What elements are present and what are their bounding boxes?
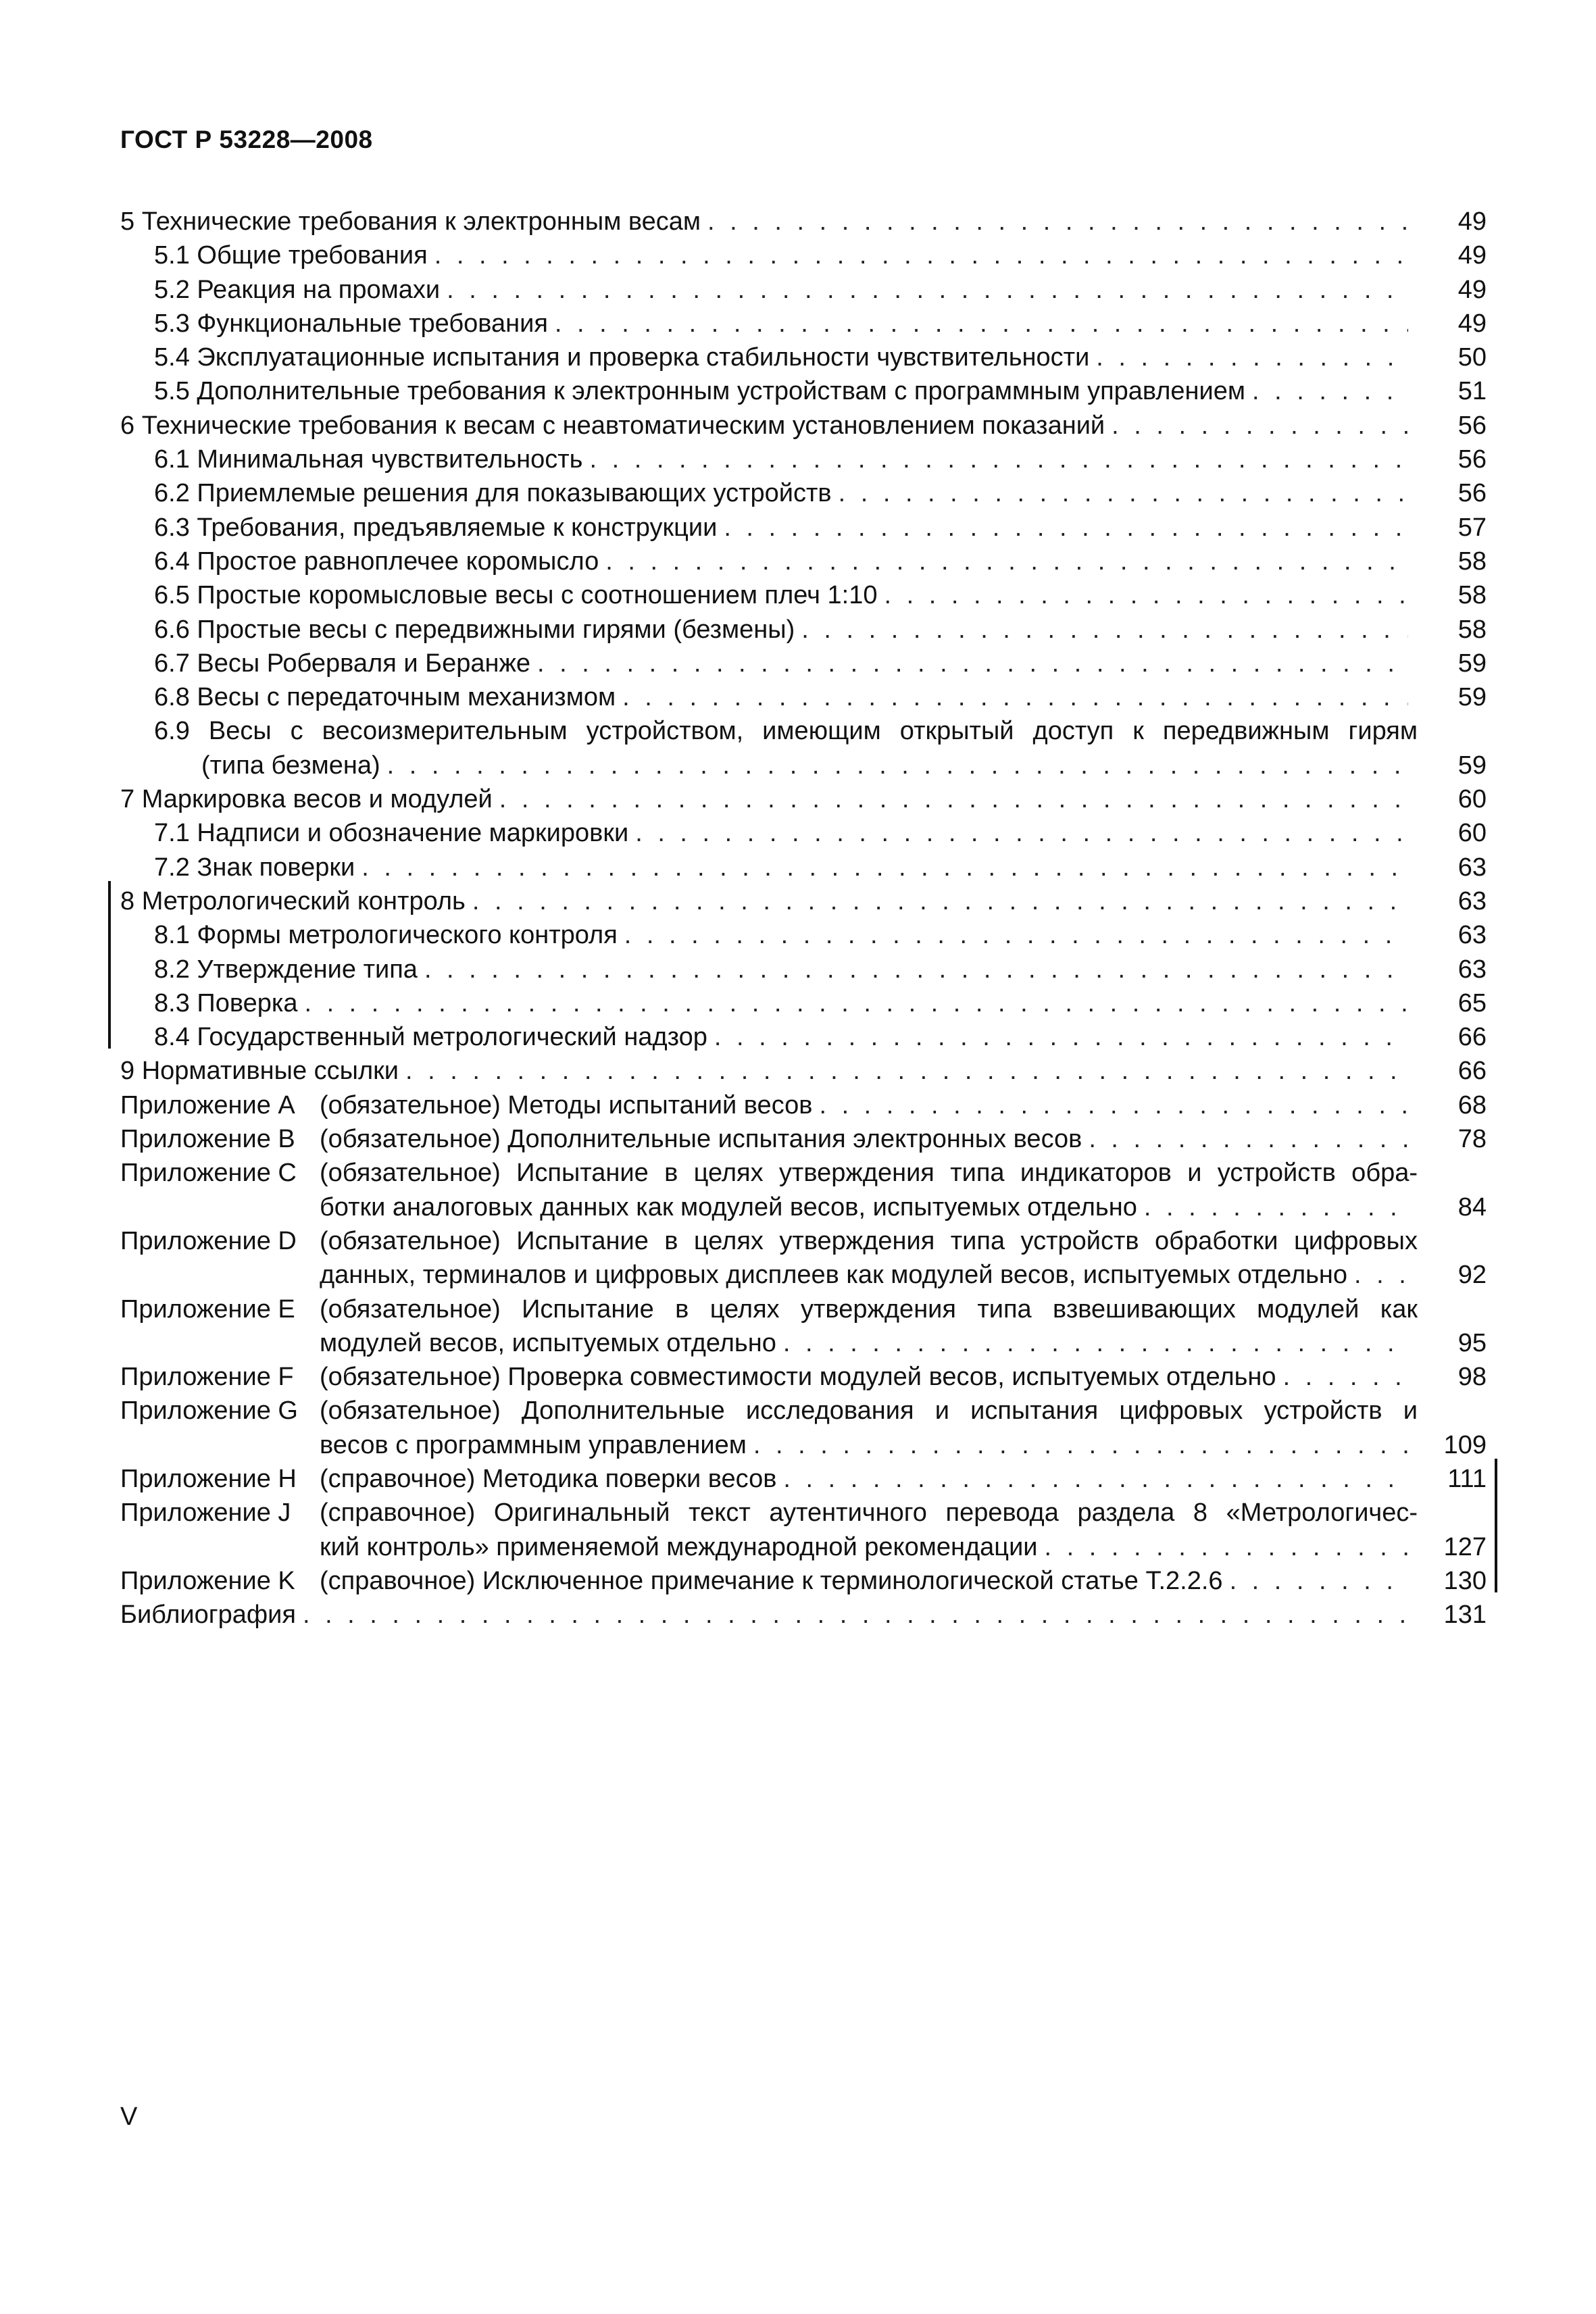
toc-entry [120, 986, 1487, 1020]
toc-entry [120, 1156, 1487, 1224]
toc-entry [120, 953, 1487, 986]
toc-page-number: 95 [1457, 1328, 1487, 1357]
toc-appendix-label: Приложение H [120, 1464, 297, 1493]
toc-entry [120, 476, 1487, 510]
toc-page-number: 59 [1457, 649, 1487, 678]
toc-entry-title: 6.6 Простые весы с передвижными гирями (безмены) [154, 615, 795, 644]
dot-leader [714, 1020, 1408, 1054]
toc-page-number: 109 [1443, 1430, 1487, 1459]
toc-entry-title: 7 Маркировка весов и модулей [120, 785, 493, 814]
toc-page-number: 57 [1457, 513, 1487, 542]
dot-leader [724, 511, 1408, 545]
toc-entry-title: 8.4 Государственный метрологический надзор [154, 1023, 707, 1052]
toc-entry-title: 6.9 Весы с весоизмерительным устройством, имеющим открытый доступ к передвижным гирям [154, 717, 1418, 746]
toc-page-number: 98 [1457, 1363, 1487, 1392]
toc-page-number: 49 [1457, 207, 1487, 236]
toc-page-number: 68 [1457, 1090, 1487, 1120]
toc-entry [120, 205, 1487, 238]
toc-appendix-label: Приложение A [120, 1090, 295, 1120]
toc-entry-title: 5.3 Функциональные требования [154, 309, 548, 338]
toc-entry-title: (обязательное) Испытание в целях утверждения типа индикаторов и устройств обра- [320, 1159, 1418, 1188]
toc-page-number: 50 [1457, 343, 1487, 372]
toc-page-number: 49 [1457, 309, 1487, 338]
toc-entry [120, 307, 1487, 341]
toc-appendix-label: Приложение D [120, 1226, 297, 1255]
dot-leader [1096, 341, 1408, 374]
dot-leader [1144, 1190, 1408, 1224]
dot-leader [303, 1598, 1408, 1632]
toc-page-number: 56 [1457, 445, 1487, 474]
toc-entry [120, 918, 1487, 952]
toc-entry [120, 511, 1487, 545]
toc-page-number: 56 [1457, 479, 1487, 508]
toc-entry [120, 1564, 1487, 1598]
toc-entry-title: весов с программным управлением [320, 1430, 747, 1459]
toc-entry [120, 1394, 1487, 1462]
toc-appendix-label: Приложение C [120, 1159, 297, 1188]
toc-page-number: 92 [1457, 1261, 1487, 1290]
toc-page-number: 63 [1457, 886, 1487, 915]
change-bar-right [1495, 1459, 1497, 1592]
dot-leader [589, 443, 1408, 476]
toc-entry-title: 8.1 Формы метрологического контроля [154, 921, 618, 950]
dot-leader [304, 986, 1408, 1020]
dot-leader [434, 238, 1408, 272]
dot-leader [405, 1054, 1408, 1088]
dot-leader [1230, 1564, 1408, 1598]
toc-appendix-label: Приложение B [120, 1125, 295, 1154]
toc-appendix-label: Приложение E [120, 1294, 295, 1324]
document-header: ГОСТ Р 53228—2008 [120, 126, 373, 153]
table-of-contents [120, 205, 1487, 1632]
dot-leader [783, 1462, 1408, 1496]
dot-leader [605, 545, 1408, 578]
toc-entry [120, 341, 1487, 374]
toc-entry-title: 6.4 Простое равноплечее коромысло [154, 547, 599, 576]
toc-page-number: 58 [1457, 615, 1487, 644]
toc-entry-title: (справочное) Методика поверки весов [320, 1464, 777, 1493]
toc-page-number: 60 [1457, 785, 1487, 814]
toc-entry-title: 7.1 Надписи и обозначение маркировки [154, 819, 629, 848]
toc-entry-title: модулей весов, испытуемых отдельно [320, 1328, 776, 1357]
toc-page-number: 60 [1457, 819, 1487, 848]
toc-entry-title: 6.7 Весы Роберваля и Беранже [154, 649, 531, 678]
toc-appendix-label: Приложение K [120, 1566, 295, 1595]
toc-entry-title: (обязательное) Испытание в целях утверждения типа устройств обработки цифровых [320, 1226, 1418, 1255]
dot-leader [819, 1088, 1408, 1122]
toc-entry-title: 6.5 Простые коромысловые весы с соотношением плеч 1:10 [154, 581, 878, 610]
toc-entry [120, 1360, 1487, 1394]
toc-entry [120, 613, 1487, 647]
toc-entry-title: (обязательное) Дополнительные испытания электронных весов [320, 1125, 1082, 1154]
toc-entry-title: 6.8 Весы с передаточным механизмом [154, 683, 616, 712]
dot-leader [801, 613, 1408, 647]
toc-entry [120, 680, 1487, 714]
toc-page-number: 63 [1457, 921, 1487, 950]
toc-page-number: 49 [1457, 241, 1487, 270]
toc-entry-title: (обязательное) Методы испытаний весов [320, 1090, 813, 1120]
toc-entry-title: 5.5 Дополнительные требования к электронным устройствам с программным управлением [154, 377, 1246, 406]
toc-entry-title: данных, терминалов и цифровых дисплеев как модулей весов, испытуемых отдельно [320, 1261, 1348, 1290]
dot-leader [839, 476, 1408, 510]
toc-entry [120, 545, 1487, 578]
toc-entry [120, 851, 1487, 884]
dot-leader [447, 273, 1408, 307]
toc-entry-title: 6.1 Минимальная чувствительность [154, 445, 583, 474]
toc-page-number: 66 [1457, 1057, 1487, 1086]
dot-leader [387, 749, 1408, 782]
toc-entry [120, 782, 1487, 816]
page-number: V [120, 2103, 138, 2131]
toc-entry [120, 1224, 1487, 1292]
toc-appendix-label: Приложение G [120, 1397, 298, 1426]
toc-appendix-label: Приложение F [120, 1363, 294, 1392]
toc-entry-title: (обязательное) Проверка совместимости модулей весов, испытуемых отдельно [320, 1363, 1276, 1392]
toc-page-number: 49 [1457, 275, 1487, 304]
dot-leader [1283, 1360, 1408, 1394]
dot-leader [624, 918, 1408, 952]
toc-page-number: 59 [1457, 683, 1487, 712]
toc-entry-title: (обязательное) Испытание в целях утверждения типа взвешивающих модулей как [320, 1294, 1418, 1324]
toc-entry-title: 8.2 Утверждение типа [154, 955, 418, 984]
toc-entry [120, 714, 1487, 782]
toc-entry [120, 374, 1487, 408]
toc-page-number: 65 [1457, 988, 1487, 1017]
toc-page-number: 63 [1457, 955, 1487, 984]
toc-entry [120, 1496, 1487, 1564]
toc-entry [120, 1292, 1487, 1361]
toc-page-number: 58 [1457, 547, 1487, 576]
toc-page-number: 58 [1457, 581, 1487, 610]
toc-entry-title: 5 Технические требования к электронным весам [120, 207, 701, 236]
toc-entry [120, 443, 1487, 476]
toc-entry [120, 238, 1487, 272]
toc-entry [120, 884, 1487, 918]
dot-leader [424, 953, 1408, 986]
toc-page-number: 130 [1443, 1566, 1487, 1595]
toc-page-number: 66 [1457, 1023, 1487, 1052]
toc-entry [120, 1462, 1487, 1496]
toc-entry-title: кий контроль» применяемой международной рекомендации [320, 1532, 1038, 1561]
dot-leader [1252, 374, 1408, 408]
toc-page-number: 127 [1443, 1532, 1487, 1561]
toc-entry-title: 7.2 Знак поверки [154, 853, 355, 882]
toc-entry [120, 1598, 1487, 1632]
toc-page-number: 78 [1457, 1125, 1487, 1154]
dot-leader [884, 578, 1408, 612]
toc-entry [120, 578, 1487, 612]
toc-entry [120, 273, 1487, 307]
dot-leader [1089, 1122, 1408, 1156]
toc-entry [120, 1054, 1487, 1088]
toc-entry [120, 1122, 1487, 1156]
dot-leader [555, 307, 1408, 341]
dot-leader [783, 1326, 1408, 1360]
toc-entry-title: 6 Технические требования к весам с неавтоматическим установлением показаний [120, 411, 1105, 440]
change-bar-left [108, 881, 111, 1049]
dot-leader [537, 647, 1408, 680]
toc-entry-title: 6.3 Требования, предъявляемые к конструкции [154, 513, 718, 542]
toc-entry-title: 5.1 Общие требования [154, 241, 428, 270]
toc-entry-title: (обязательное) Дополнительные исследования и испытания цифровых устройств и [320, 1397, 1418, 1426]
toc-entry-title: (справочное) Оригинальный текст аутентичного перевода раздела 8 «Метрологичес- [320, 1499, 1418, 1528]
toc-entry-title: ботки аналоговых данных как модулей весов, испытуемых отдельно [320, 1192, 1137, 1222]
dot-leader [753, 1428, 1408, 1462]
toc-entry-title: Библиография [120, 1601, 296, 1630]
dot-leader [1112, 409, 1408, 443]
toc-page-number: 59 [1457, 751, 1487, 780]
toc-entry-title: (типа безмена) [201, 751, 380, 780]
dot-leader [707, 205, 1408, 238]
toc-page-number: 131 [1443, 1601, 1487, 1630]
toc-entry [120, 1020, 1487, 1054]
toc-entry [120, 409, 1487, 443]
dot-leader [1045, 1530, 1408, 1564]
dot-leader [472, 884, 1408, 918]
toc-entry [120, 1088, 1487, 1122]
toc-page-number: 56 [1457, 411, 1487, 440]
toc-page-number: 111 [1447, 1464, 1487, 1493]
toc-entry-title: 6.2 Приемлемые решения для показывающих устройств [154, 479, 832, 508]
toc-page-number: 84 [1457, 1192, 1487, 1222]
toc-entry-title: 9 Нормативные ссылки [120, 1057, 399, 1086]
dot-leader [622, 680, 1408, 714]
toc-page-number: 63 [1457, 853, 1487, 882]
toc-entry-title: (справочное) Исключенное примечание к терминологической статье Т.2.2.6 [320, 1566, 1223, 1595]
toc-entry [120, 816, 1487, 850]
dot-leader [1354, 1258, 1408, 1292]
toc-appendix-label: Приложение J [120, 1499, 291, 1528]
toc-entry-title: 8.3 Поверка [154, 988, 298, 1017]
dot-leader [499, 782, 1408, 816]
dot-leader [361, 851, 1408, 884]
toc-entry-title: 8 Метрологический контроль [120, 886, 466, 915]
toc-entry-title: 5.4 Эксплуатационные испытания и проверка стабильности чувствительности [154, 343, 1090, 372]
dot-leader [635, 816, 1408, 850]
toc-page-number: 51 [1457, 377, 1487, 406]
toc-entry [120, 647, 1487, 680]
toc-entry-title: 5.2 Реакция на промахи [154, 275, 441, 304]
